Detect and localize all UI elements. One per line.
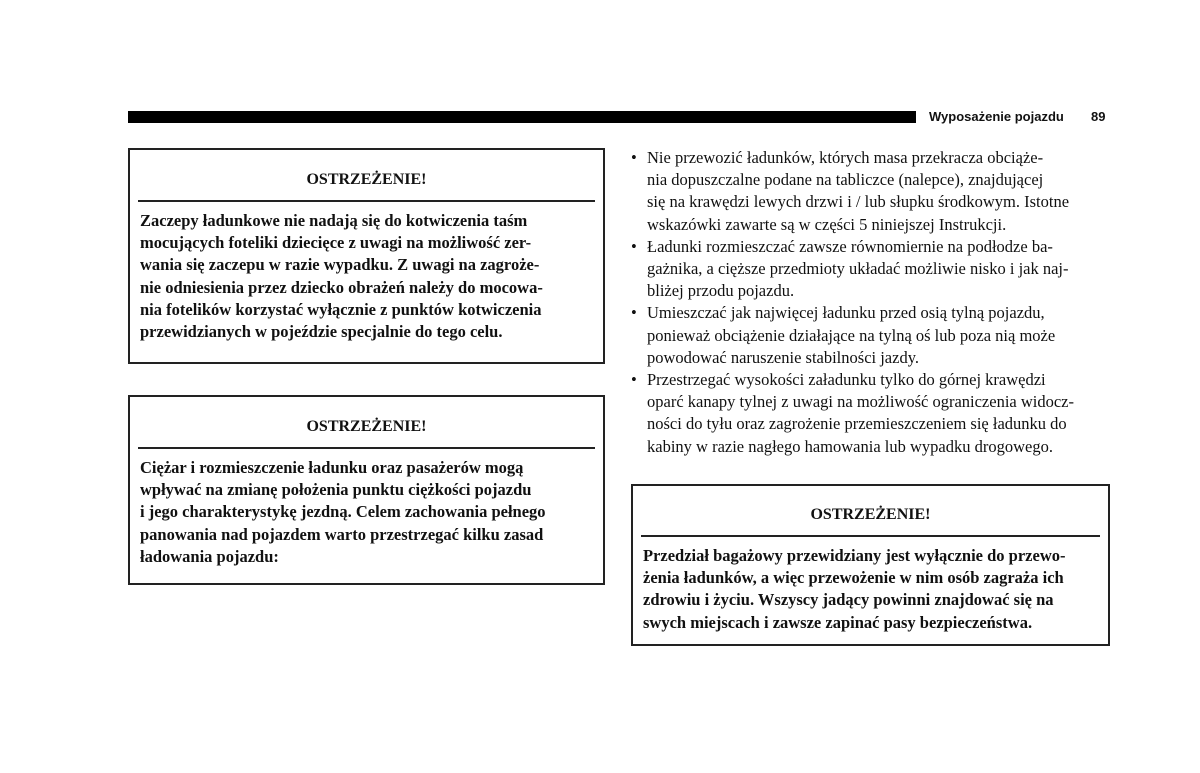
loading-rules-list	[631, 147, 1121, 458]
warning-text-line: wpływać na zmianę położenia punktu ciężkości pojazdu	[140, 480, 532, 500]
warning-text-line: panowania nad pojazdem warto przestrzegać kilku zasad	[140, 524, 544, 544]
list-item	[631, 302, 1121, 369]
list-item	[631, 236, 1121, 303]
warning-text-line: mocujących foteliki dziecięce z uwagi na możliwość zer-	[140, 233, 532, 253]
warning-text-line: wania się zaczepu w razie wypadku. Z uwagi na zagroże-	[140, 255, 540, 275]
warning-title: OSTRZEŻENIE!	[306, 171, 427, 188]
list-item-line: Ładunki rozmieszczać zawsze równomiernie na podłodze ba-	[647, 236, 1053, 256]
bullet-icon: •	[631, 148, 637, 167]
list-item-line: kabiny w razie nagłego hamowania lub wypadku drogowego.	[647, 436, 1053, 456]
warning-text-line: zdrowiu i życiu. Wszyscy jadący powinni znajdować się na	[643, 590, 1054, 610]
warning-title: OSTRZEŻENIE!	[810, 506, 931, 523]
header-rule	[128, 111, 916, 123]
warning-text	[130, 202, 603, 343]
section-title: Wyposażenie pojazdu	[929, 109, 1064, 124]
warning-text-line: swych miejscach i zawsze zapinać pasy bezpieczeństwa.	[643, 612, 1033, 632]
warning-text	[633, 537, 1108, 634]
warning-box-child-seat-anchors	[128, 148, 605, 364]
list-item-line: się na krawędzi lewych drzwi i / lub słupku środkowym. Istotne	[647, 192, 1070, 212]
list-item-line: ności do tyłu oraz zagrożenie przemieszczeniem się ładunku do	[647, 414, 1067, 434]
warning-text-line: Przedział bagażowy przewidziany jest wyłącznie do przewo-	[643, 546, 1066, 565]
warning-text-line: przewidzianych w pojeździe specjalnie do tego celu.	[140, 322, 503, 342]
warning-box-cargo-area	[631, 484, 1110, 646]
warning-text-line: nie odniesienia przez dziecko obrażeń należy do mocowa-	[140, 277, 543, 297]
list-item-line: nia dopuszczalne podane na tabliczce (nalepce), znajdującej	[647, 170, 1044, 190]
list-item	[631, 369, 1121, 458]
list-item-line: Umieszczać jak najwięcej ładunku przed osią tylną pojazdu,	[647, 303, 1045, 323]
bullet-icon: •	[631, 303, 637, 323]
bullet-icon: •	[631, 236, 637, 256]
list-item-line: wskazówki zawarte są w części 5 niniejszej Instrukcji.	[647, 214, 1007, 234]
list-item-line: gażnika, a cięższe przedmioty układać możliwie nisko i jak naj-	[647, 259, 1069, 279]
list-item-line: oparć kanapy tylnej z uwagi na możliwość ograniczenia widocz-	[647, 392, 1074, 412]
warning-text-line: nia fotelików korzystać wyłącznie z punktów kotwiczenia	[140, 299, 542, 319]
warning-text-line: Zaczepy ładunkowe nie nadają się do kotwiczenia taśm	[140, 211, 528, 230]
warning-text-line: ładowania pojazdu:	[140, 546, 279, 566]
list-item-line: Przestrzegać wysokości załadunku tylko do górnej krawędzi	[647, 370, 1046, 390]
list-item	[631, 147, 1121, 236]
warning-text	[130, 449, 603, 568]
list-item-line: bliżej przodu pojazdu.	[647, 281, 795, 301]
warning-text-line: żenia ładunków, a więc przewożenie w nim osób zagraża ich	[643, 568, 1064, 588]
list-item-line: ponieważ obciążenie działające na tylną oś lub poza nią może	[647, 325, 1056, 345]
warning-box-load-distribution	[128, 395, 605, 585]
list-item-line: Nie przewozić ładunków, których masa przekracza obciąże-	[647, 148, 1044, 167]
warning-text-line: i jego charakterystykę jezdną. Celem zachowania pełnego	[140, 502, 546, 522]
bullet-icon: •	[631, 370, 637, 390]
warning-text-line: Ciężar i rozmieszczenie ładunku oraz pasażerów mogą	[140, 458, 524, 477]
page-number: 89	[1091, 109, 1106, 124]
warning-title: OSTRZEŻENIE!	[306, 418, 427, 435]
list-item-line: powodować naruszenie stabilności jazdy.	[647, 347, 920, 367]
